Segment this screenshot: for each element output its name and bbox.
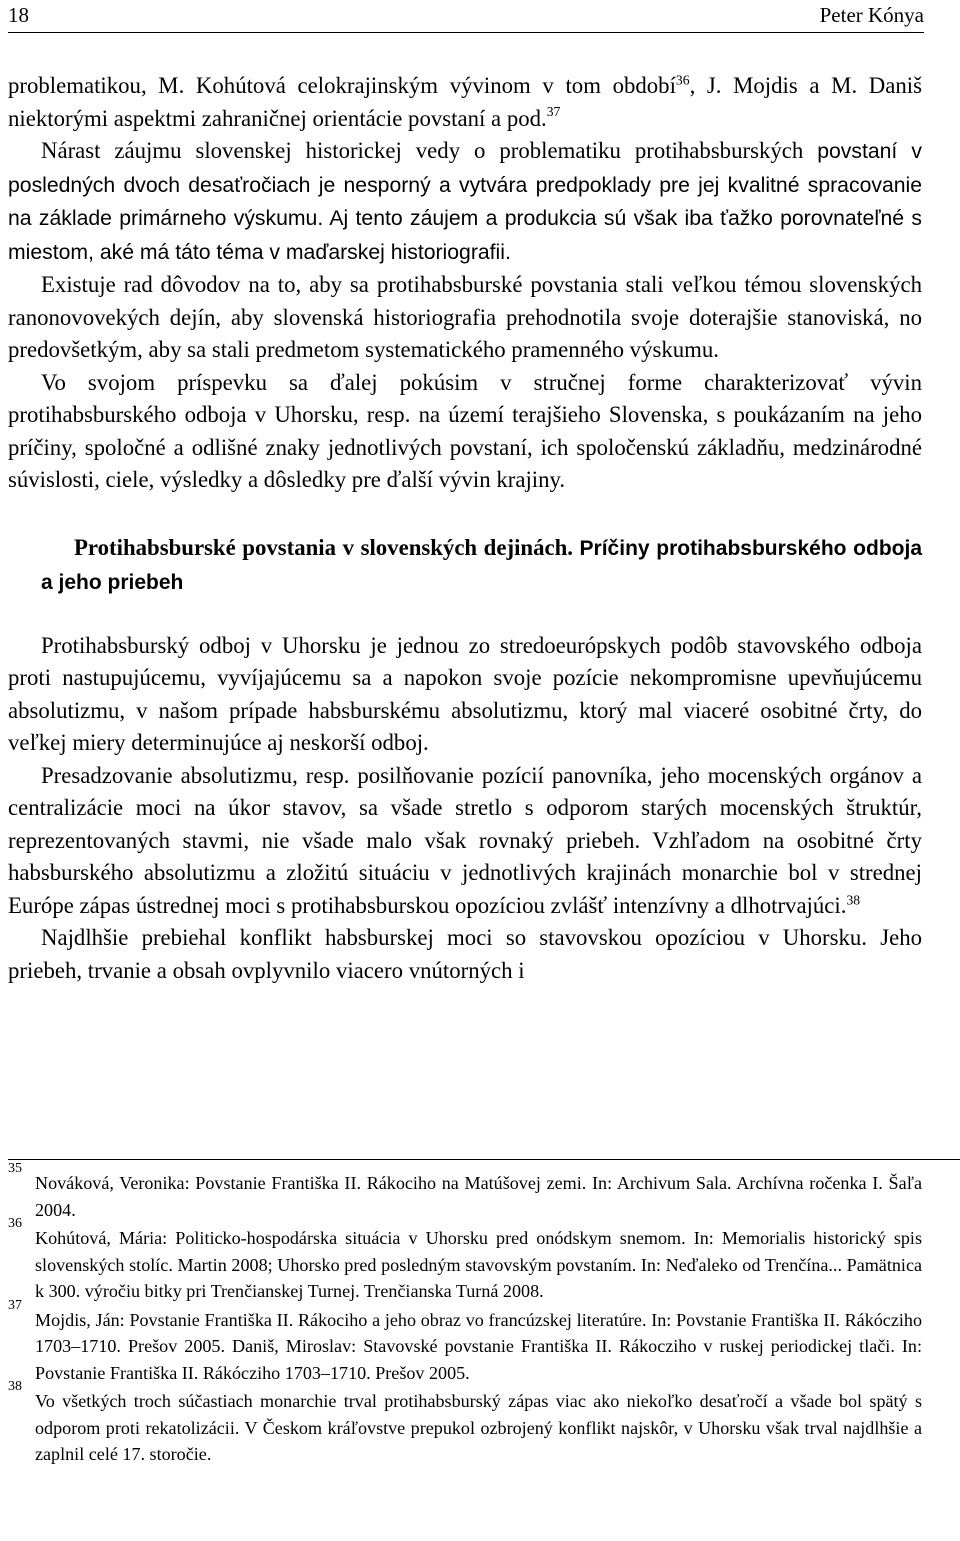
footnote-ref-37[interactable]: 37 (546, 103, 561, 119)
paragraph: Najdlhšie prebiehal konflikt habsburskej moci so stavovskou opozíciou v Uhorsku. Jeho priebeh, trvanie a obsah ovplyvnilo viacero vnútorných i (8, 925, 922, 983)
spacer (8, 497, 922, 531)
paragraph (8, 70, 922, 135)
footnote-text: Vo všetkých troch súčastiach monarchie trval protihabsburský zápas viac ako niekoľko desaťročí a všade bol spätý s odporom proti rekatolizácii. V Českom kráľovstve prepukol ozbrojený konflikt najskôr, v Uhorsku však trval najdlhšie a zaplnil celé 17. storočie. (35, 1391, 922, 1464)
footnote-number: 37 (8, 1297, 22, 1313)
footnote-text: Kohútová, Mária: Politicko-hospodárska situácia v Uhorsku pred onódskym snemom. In: Memorialis historický spis slovenských stolíc. Martin 2008; Uhorsko pred posledným stavovským povstaním. In: Neďaleko od Trenčína... Pamätnica k 300. výročiu bitky pri Trenčianskej Turnej. Trenčianska Turná 2008. (35, 1228, 922, 1301)
paragraph: Vo svojom príspevku sa ďalej pokúsim v stručnej forme charakterizovať vývin protihabsburského odboja v Uhorsku, resp. na území terajšieho Slovenska, s poukázaním na jeho príčiny, spoločné a odlišné znaky jednotlivých povstaní, ich spoločenskú základňu, medzinárodné súvislosti, ciele, výsledky a dôsledky pre ďalší vývin krajiny. (8, 369, 922, 492)
footnote-number: 36 (8, 1216, 22, 1231)
text-run: problematikou, M. Kohútová celokrajinským vývinom v tom období (8, 73, 676, 98)
footnotes (8, 1161, 922, 1470)
footnote-text: Mojdis, Ján: Povstanie Františka II. Rákociho a jeho obraz vo francúzskej literatúre. In: Povstanie Františka II. Rákócziho 1703–1710. Prešov 2005. Daniš, Miroslav: Stavovské povstanie Františka II. Rákocziho v ruskej periodickej tlači. In: Povstanie Františka II. Rákócziho 1703–1710. Prešov 2005. (35, 1309, 922, 1383)
footnote-number: 38 (8, 1379, 22, 1394)
footnote-number: 35 (8, 1161, 22, 1176)
heading-part: Príčiny protihabsburského odboja a jeho priebeh (41, 536, 922, 594)
text-run: Presadzovanie absolutizmu, resp. posilňovanie pozícií panovníka, jeho mocenských orgánov a centralizácie moci na úkor stavov, sa všade stretlo s odporom starých mocenských štruktúr, reprezentovaných stavmi, nie všade malo však rovnaký priebeh. Vzhľadom na osobitné črty habsburského absolutizmu a zložitú situáciu v jednotlivých krajinách monarchie bol v strednej Európe zápas ústrednej moci s protihabsburskou opozíciou zvlášť intenzívny a dlhotrvajúci. (8, 762, 922, 918)
text-run: povstaní v posledných dvoch desaťročiach je nesporný a vytvára predpoklady pre jej kvalitné spracovanie na základe primárneho výskumu. Aj tento záujem a produkcia sú však iba ťažko porovnateľné s miestom, aké má táto téma v maďarskej historiografii. (8, 140, 923, 264)
footnote-ref-36[interactable]: 36 (675, 72, 690, 88)
footnote-37 (8, 1297, 922, 1387)
footnote-36 (8, 1216, 922, 1305)
footnote-text: Nováková, Veronika: Povstanie Františka II. Rákociho na Matúšovej zemi. In: Archivum Sala. Archívna ročenka I. Šaľa 2004. (35, 1173, 922, 1220)
paragraph: Existuje rad dôvodov na to, aby sa protihabsburské povstania stali veľkou témou slovenských ranonovovekých dejín, aby slovenská historiografia prehodnotila svoje doterajšie stanoviská, no predovšetkým, aby sa stali predmetom systematického pramenného výskumu. (8, 272, 922, 362)
page-number: 18 (8, 3, 29, 27)
section-heading (8, 531, 922, 599)
text-run: , J. Mojdis a M. Daniš niektorými aspektmi zahraničnej orientácie povstaní a pod. (8, 73, 922, 131)
footnote-38 (8, 1379, 922, 1468)
footnote-35 (8, 1161, 922, 1223)
paragraph (8, 760, 922, 923)
paragraph (8, 135, 922, 269)
text-run: Nárast záujmu slovenskej historickej vedy o problematiku protihabsburských (41, 138, 818, 163)
main-text (8, 70, 922, 987)
footnote-ref-38[interactable]: 38 (846, 891, 861, 907)
paragraph: Protihabsburský odboj v Uhorsku je jednou zo stredoeurópskych podôb stavovského odboja proti nastupujúcemu, vyvíjajúcemu sa a napokon svoje pozície nekompromisne upevňujúcemu absolutizmu, v našom prípade habsburskému absolutizmu, ktorý mal viaceré osobitné črty, do veľkej miery determinujúce aj neskorší odboj. (8, 632, 922, 755)
heading-part: Protihabsburské povstania v slovenských dejinách. (74, 534, 580, 560)
running-author: Peter Kónya (819, 3, 924, 27)
running-header (8, 2, 924, 33)
spacer (8, 599, 922, 630)
footnote-separator (8, 1159, 960, 1160)
